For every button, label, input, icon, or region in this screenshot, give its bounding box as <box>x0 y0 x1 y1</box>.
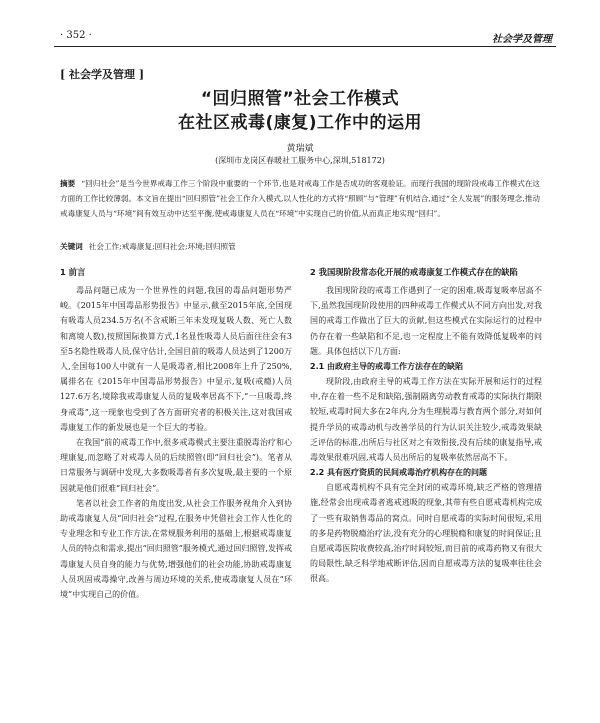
paragraph: 毒品问题已成为一个世界性的问题,我国的毒品问题形势严峻。《2015年中国毒品形势报告》中显示,截至2015年底,全国现有吸毒人员234.5万名(不含戒断三年未发现复吸人数、死亡人数和离境人数),按照国际换算方式,1名显性吸毒人员后面往往会有3至5名隐性吸毒人员,保守估计,全国目前的吸毒人员达到了1200万人,全国每100人中就有一人是吸毒者,相比2008年上升了250%,属排名在《2015年中国毒品形势报告》中显示,复吸(戒瘾)人员127.6万名,境除我戒毒康复人员的复吸率居高不下,“一旦吸毒,终身戒毒”,这一现象也受到了各方面研究者的积极关注,这对我国戒毒康复工作的新发展也是一个巨大的考验。 <box>60 286 292 432</box>
section-heading-1: 1 前言 <box>60 267 86 277</box>
keywords-text: 社会工作;戒毒康复;回归社会;环境;回归照管 <box>88 242 236 251</box>
running-title: 社会学及管理 <box>492 34 552 45</box>
affiliation: (深圳市龙岗区春暖社工服务中心,深圳,518172) <box>215 156 385 165</box>
right-column <box>310 265 542 587</box>
keywords <box>60 239 540 254</box>
article-title-line-1: “回归照管”社会工作模式 <box>200 89 400 109</box>
subsection-heading-2-2: 2.2 具有医疗资质的民间戒毒治疗机构存在的问题 <box>310 468 487 478</box>
article-title-line-2: 在社区戒毒(康复)工作中的运用 <box>177 113 423 133</box>
paragraph: 我国现阶段的戒毒工作遇到了一定的困难,吸毒复吸率居高不下,虽然我国现阶段使用的四种戒毒工作模式从不同方向出发,对我国的戒毒工作做出了巨大的贡献,但这些模式在实际运行的过程中仍存在着一些缺陷和不足,也一定程度上不能有效降低复吸率的问题。具体包括以下几方面: <box>310 286 542 356</box>
keywords-label: 关键词 <box>60 242 83 251</box>
paragraph: 现阶段,由政府主导的戒毒工作方法在实际开展和运行的过程中,存在着一些不足和缺陷,强制隔离劳动教育戒毒的实际执行期限较短,戒毒时间大多在2年内,分为生理脱毒与教育两个部分,对如何提升学员的戒毒动机与改善学员的行为认识关注较少,戒毒效果缺乏评估的标准,出所后与社区对之有效衔接,没有后续的康复指导,戒毒效果很难巩固,戒毒人员出所后的复吸率依然居高不下。 <box>310 377 542 463</box>
abstract <box>60 176 540 221</box>
section-heading-2: 2 我国现阶段常态化开展的戒毒康复工作模式存在的缺陷 <box>310 267 518 277</box>
paragraph: 在我国“前的戒毒工作中,很多戒毒模式主要注重脱毒治疗和心理康复,而忽略了对戒毒人员的后续照管(即“回归社会”)。笔者从日常服务与调研中发现,大多数吸毒者有多次复吸,最主要的一个原因就是他们很难“回归社会”。 <box>60 438 292 493</box>
abstract-label: 摘要 <box>60 179 76 188</box>
page-number: · 352 · <box>60 30 92 41</box>
paragraph: 自愿戒毒机构不具有完全封闭的戒毒环境,缺乏严格的管理措施,经常会出现戒毒者逃戒逃吸的现象,其带有些自愿戒毒机构完成了一些有取销售毒品的窝点。同时自愿戒毒的实际时间很短,采用的多是药物脱瘾治疗法,没有充分的心理脱瘾和康复的时间保证;且自愿戒毒医院收费较高,治疗时间较短,而目前的戒毒药物又有很大的局限性,缺乏科学地戒断评估,因而自愿戒毒方法的复吸率往往会很高。 <box>310 483 542 584</box>
header-rule <box>54 46 556 47</box>
abstract-text: “回归社会”是当今世界戒毒工作三个阶段中重要的一个环节,也是对戒毒工作是否成功的客观验证。而现行我国的现阶段戒毒工作模式在这方面的工作比较薄弱。本文旨在提出“回归照管”社会工作介入模式,以人性化的方式将“照顾”与“管理”有机结合,通过“全人发展”的服务理念,推动戒毒康复人员与“环境”间有效互动中达至平衡,使戒毒康复人员在“环境”中实现自己的价值,从而真正地实现“回归”。 <box>60 179 541 218</box>
author: 黄瑞斌 <box>286 144 314 154</box>
section-tag: [ 社会学及管理 ] <box>60 68 145 81</box>
left-column <box>60 265 292 602</box>
paragraph: 笔者以社会工作者的角度出发,从社会工作服务视角介入到协助戒毒康复人员“回归社会”过程,在服务中凭借社会工作人性化的专业理念和专业工作方法,在常规服务利用的基础上,根据戒毒康复人员的特点和需求,提出“回归照管”服务模式,通过回归照管,发挥戒毒康复人员自身的能力与优势,增强他们的社会功能,协助戒毒康复人员巩固戒毒操守,改善与周边环境的关系,使戒毒康复人员在“环境”中实现自己的价值。 <box>60 498 292 600</box>
subsection-heading-2-1: 2.1 由政府主导的戒毒工作方法存在的缺陷 <box>310 362 463 372</box>
